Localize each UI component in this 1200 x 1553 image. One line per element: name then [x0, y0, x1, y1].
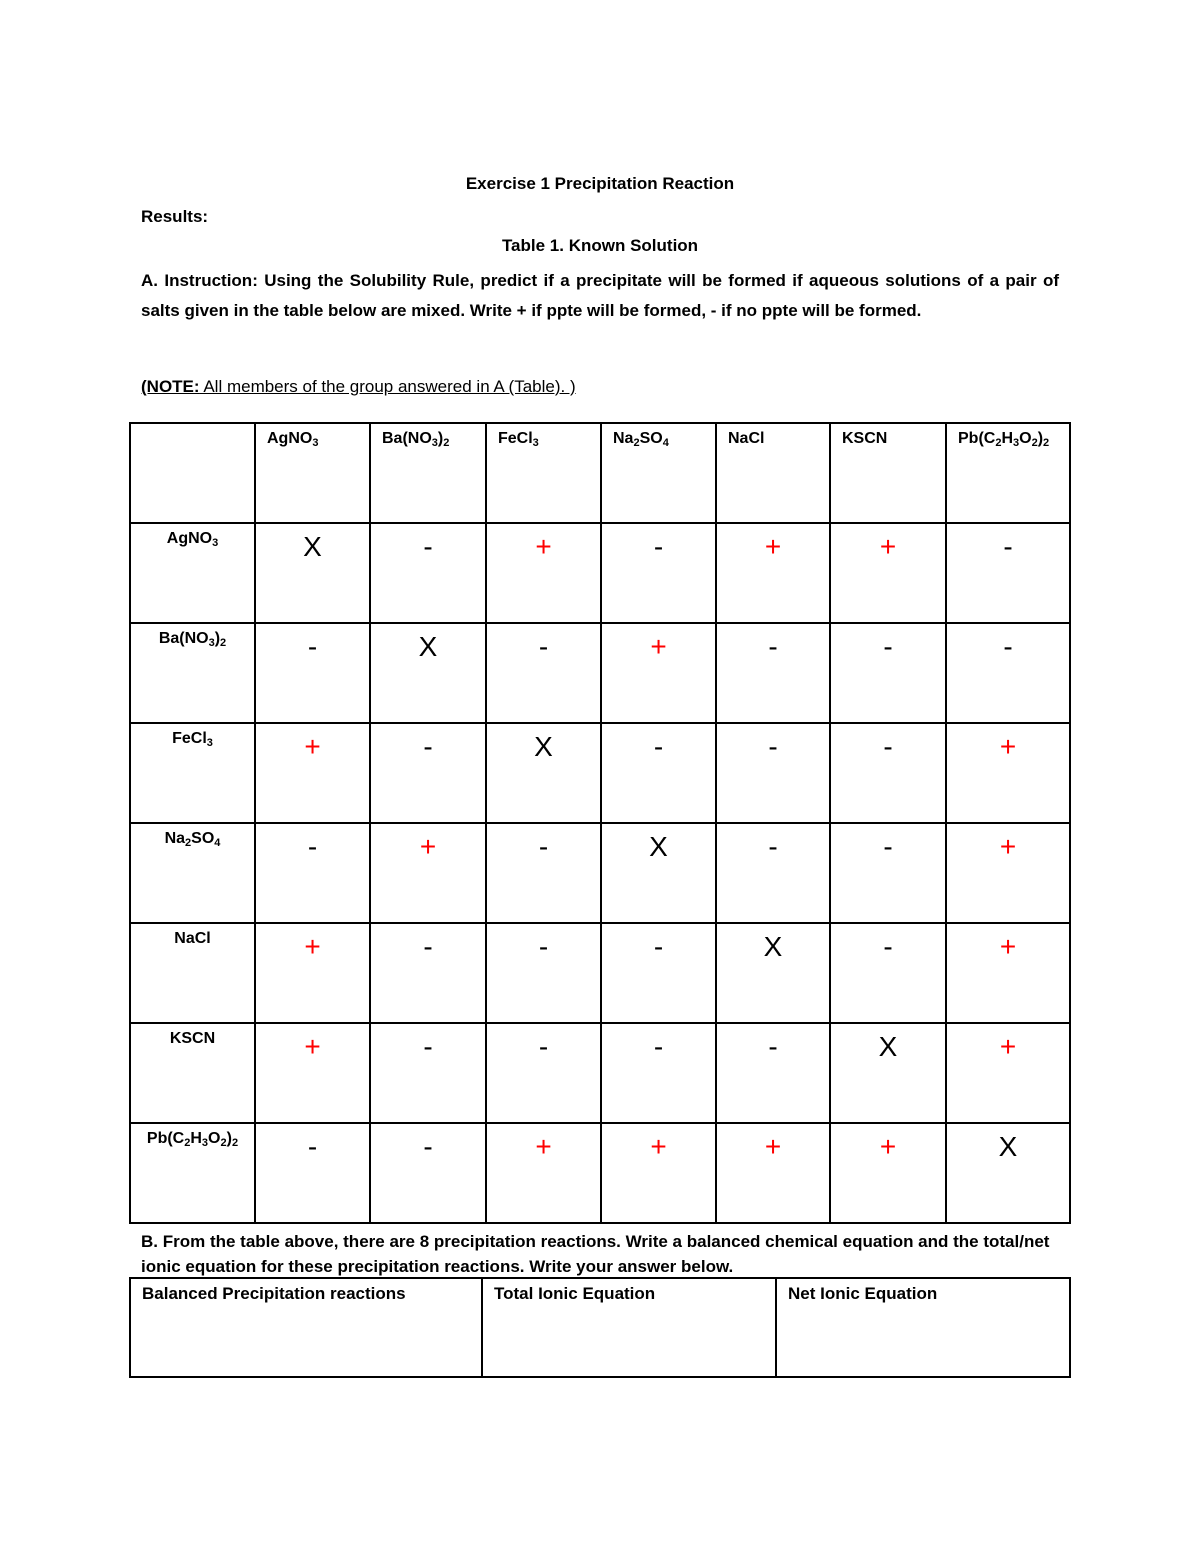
result-cell[interactable] [946, 1023, 1070, 1123]
row-header: AgNO$_3$ [130, 523, 255, 623]
result-cell[interactable] [370, 923, 486, 1023]
note-body: All members of the group answered in A (Table). ) [199, 377, 576, 396]
precipitate-mark: + [650, 631, 667, 662]
result-cell[interactable] [255, 1123, 370, 1223]
result-cell[interactable] [370, 723, 486, 823]
column-header: $Ba(NO_3)_2$ [370, 423, 486, 523]
precipitate-mark: + [999, 731, 1017, 762]
same-salt-mark: X [998, 1131, 1018, 1162]
column-header: $Pb(C_2H_3O_2)_2$ [946, 423, 1070, 523]
precipitate-mark: + [879, 531, 897, 562]
no-precipitate-mark: - [883, 631, 893, 662]
precipitate-mark: + [535, 1131, 552, 1162]
precipitate-mark: + [764, 531, 782, 562]
result-cell[interactable] [946, 623, 1070, 723]
same-salt-mark: X [649, 831, 668, 862]
same-salt-mark: X [534, 731, 553, 762]
result-cell[interactable] [946, 923, 1070, 1023]
result-cell[interactable] [486, 723, 601, 823]
result-cell[interactable] [716, 523, 830, 623]
column-header: KSCN [830, 423, 946, 523]
result-cell[interactable] [830, 723, 946, 823]
result-cell[interactable] [716, 1023, 830, 1123]
no-precipitate-mark: - [768, 1031, 778, 1062]
answer-table [129, 1277, 1071, 1378]
result-cell[interactable] [830, 823, 946, 923]
result-cell[interactable] [601, 1023, 716, 1123]
result-cell[interactable] [370, 523, 486, 623]
table-row [130, 723, 1070, 823]
result-cell[interactable] [830, 1023, 946, 1123]
precipitate-mark: + [304, 931, 321, 962]
no-precipitate-mark: - [768, 631, 778, 662]
result-cell[interactable] [601, 923, 716, 1023]
no-precipitate-mark: - [423, 931, 433, 962]
row-header: KSCN [130, 1023, 255, 1123]
no-precipitate-mark: - [423, 731, 433, 762]
result-cell[interactable] [370, 623, 486, 723]
page-title: Exercise 1 Precipitation Reaction [465, 174, 735, 193]
result-cell[interactable] [486, 623, 601, 723]
answer-col-total-ionic[interactable]: Total Ionic Equation [482, 1278, 776, 1377]
no-precipitate-mark: - [883, 831, 893, 862]
result-cell[interactable] [370, 823, 486, 923]
results-label: Results: [141, 207, 209, 226]
no-precipitate-mark: - [768, 731, 778, 762]
note-text [141, 377, 576, 397]
no-precipitate-mark: - [538, 1031, 549, 1062]
result-cell[interactable] [255, 823, 370, 923]
answer-col-net-ionic[interactable]: Net Ionic Equation [776, 1278, 1070, 1377]
solubility-table [129, 422, 1071, 1224]
result-cell[interactable] [830, 923, 946, 1023]
row-header: $Pb(C_2H_3O_2)_2$ [130, 1123, 255, 1223]
table-caption: Table 1. Known Solution [501, 236, 699, 255]
table-row [130, 923, 1070, 1023]
result-cell[interactable] [486, 523, 601, 623]
result-cell[interactable] [716, 623, 830, 723]
no-precipitate-mark: - [538, 831, 549, 862]
no-precipitate-mark: - [653, 531, 664, 562]
precipitate-mark: + [999, 931, 1017, 962]
no-precipitate-mark: - [307, 631, 318, 662]
no-precipitate-mark: - [423, 531, 433, 562]
table-row [130, 523, 1070, 623]
result-cell[interactable] [946, 723, 1070, 823]
result-cell[interactable] [255, 623, 370, 723]
no-precipitate-mark: - [423, 1131, 433, 1162]
result-cell[interactable] [946, 823, 1070, 923]
table-row [130, 1123, 1070, 1223]
same-salt-mark: X [303, 531, 322, 562]
result-cell[interactable] [830, 623, 946, 723]
table-row [130, 823, 1070, 923]
result-cell[interactable] [601, 523, 716, 623]
result-cell[interactable] [716, 1123, 830, 1223]
result-cell[interactable] [830, 1123, 946, 1223]
result-cell[interactable] [946, 523, 1070, 623]
precipitate-mark: + [999, 1031, 1017, 1062]
result-cell[interactable] [601, 723, 716, 823]
precipitate-mark: + [419, 831, 437, 862]
result-cell[interactable] [486, 823, 601, 923]
no-precipitate-mark: - [307, 831, 318, 862]
no-precipitate-mark: - [538, 631, 549, 662]
column-header: NaCl [716, 423, 830, 523]
precipitate-mark: + [999, 831, 1017, 862]
result-cell[interactable] [370, 1023, 486, 1123]
precipitate-mark: + [879, 1131, 897, 1162]
no-precipitate-mark: - [653, 931, 664, 962]
precipitate-mark: + [304, 731, 321, 762]
precipitate-mark: + [650, 1131, 667, 1162]
no-precipitate-mark: - [307, 1131, 318, 1162]
table-row [130, 1023, 1070, 1123]
row-header: FeCl$_3$ [130, 723, 255, 823]
result-cell[interactable] [255, 1023, 370, 1123]
no-precipitate-mark: - [653, 731, 664, 762]
result-cell[interactable] [716, 823, 830, 923]
result-cell[interactable] [486, 1023, 601, 1123]
result-cell[interactable] [255, 723, 370, 823]
result-cell[interactable] [601, 823, 716, 923]
no-precipitate-mark: - [1003, 531, 1013, 562]
instruction-text: A. Instruction: Using the Solubility Rule, predict if a precipitate will be formed if aqueous solutions of a pair of salts given in the table below are mixed. Write + if ppte will be formed, - if no ppte will be formed. [141, 271, 1059, 320]
column-header: $Na_2SO_4$ [601, 423, 716, 523]
precipitate-mark: + [304, 1031, 321, 1062]
corner-cell [130, 423, 255, 523]
result-cell[interactable] [486, 1123, 601, 1223]
result-cell[interactable] [946, 1123, 1070, 1223]
same-salt-mark: X [418, 631, 438, 662]
answer-col-balanced[interactable]: Balanced Precipitation reactions [130, 1278, 482, 1377]
result-cell[interactable] [255, 923, 370, 1023]
no-precipitate-mark: - [423, 1031, 433, 1062]
no-precipitate-mark: - [768, 831, 778, 862]
row-header: NaCl [130, 923, 255, 1023]
result-cell[interactable] [370, 1123, 486, 1223]
column-header: AgNO$_3$ [255, 423, 370, 523]
result-cell[interactable] [601, 1123, 716, 1223]
table-row [130, 623, 1070, 723]
result-cell[interactable] [601, 623, 716, 723]
no-precipitate-mark: - [883, 931, 893, 962]
no-precipitate-mark: - [1003, 631, 1013, 662]
no-precipitate-mark: - [883, 731, 893, 762]
precipitate-mark: + [764, 1131, 782, 1162]
result-cell[interactable] [716, 923, 830, 1023]
result-cell[interactable] [486, 923, 601, 1023]
result-cell[interactable] [255, 523, 370, 623]
row-header: $Ba(NO_3)_2$ [130, 623, 255, 723]
table-header-row [130, 423, 1070, 523]
result-cell[interactable] [830, 523, 946, 623]
column-header: FeCl$_3$ [486, 423, 601, 523]
same-salt-mark: X [763, 931, 783, 962]
result-cell[interactable] [716, 723, 830, 823]
same-salt-mark: X [878, 1031, 898, 1062]
no-precipitate-mark: - [653, 1031, 664, 1062]
part-b-text: B. From the table above, there are 8 precipitation reactions. Write a balanced chemical equation and the total/net ionic equation for these precipitation reactions. Write your answer below. [141, 1232, 1050, 1276]
note-prefix: (NOTE: [141, 377, 200, 396]
row-header: $Na_2SO_4$ [130, 823, 255, 923]
no-precipitate-mark: - [538, 931, 549, 962]
precipitate-mark: + [535, 531, 552, 562]
